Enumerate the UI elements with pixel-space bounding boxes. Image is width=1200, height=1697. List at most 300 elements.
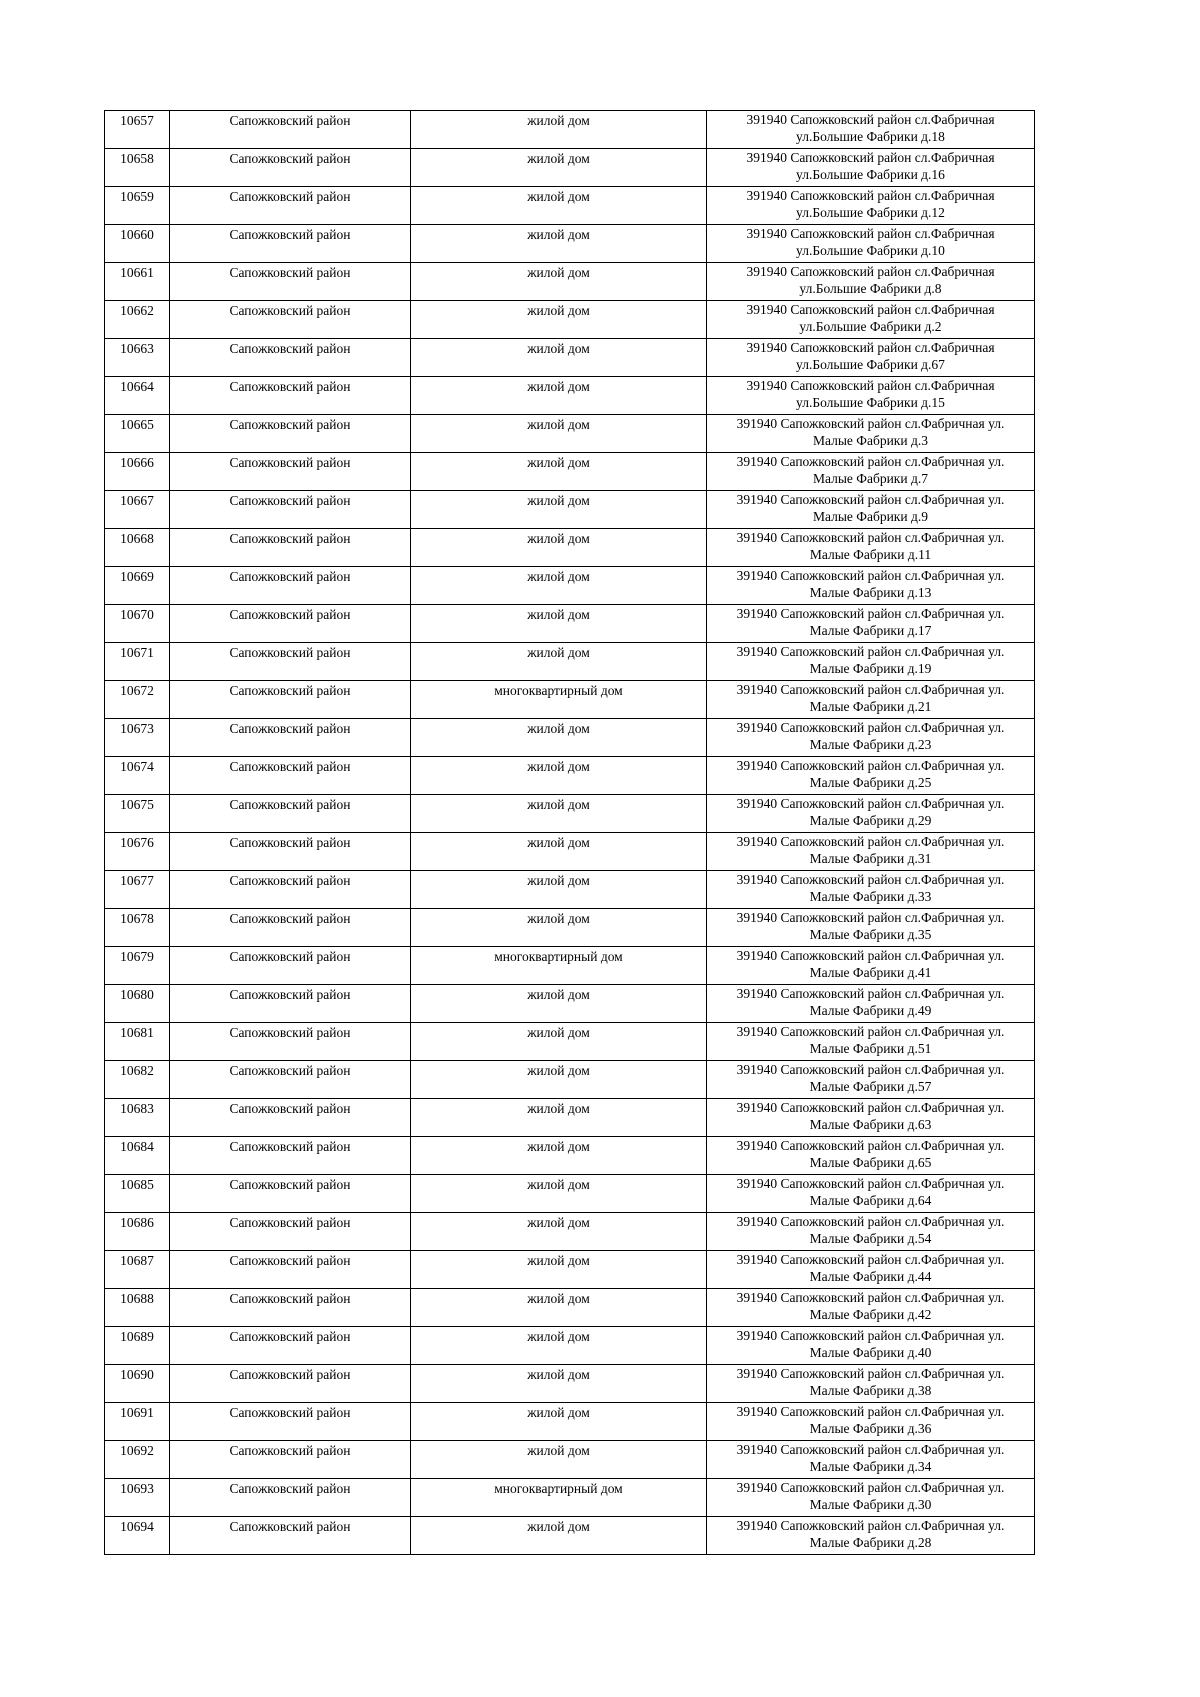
address-line-2: Малые Фабрики д.64 bbox=[809, 1193, 932, 1208]
table-row bbox=[105, 567, 1035, 605]
table-row bbox=[105, 263, 1035, 301]
record-id-cell-text: 10681 bbox=[120, 1025, 154, 1040]
table-row bbox=[105, 149, 1035, 187]
building-type-cell bbox=[411, 1327, 707, 1365]
district-cell-text: Сапожковский район bbox=[229, 797, 351, 812]
table-row bbox=[105, 1327, 1035, 1365]
address-cell bbox=[707, 1479, 1035, 1517]
address-cell bbox=[707, 1517, 1035, 1555]
address-line-1: 391940 Сапожковский район сл.Фабричная bbox=[746, 150, 995, 165]
address-cell bbox=[707, 1365, 1035, 1403]
address-cell bbox=[707, 111, 1035, 149]
record-id-cell-text: 10686 bbox=[120, 1215, 154, 1230]
table-row bbox=[105, 947, 1035, 985]
building-type-cell bbox=[411, 909, 707, 947]
district-cell bbox=[170, 529, 411, 567]
address-line-1: 391940 Сапожковский район сл.Фабричная ул. bbox=[736, 910, 1005, 925]
building-type-cell bbox=[411, 301, 707, 339]
record-id-cell-text: 10670 bbox=[120, 607, 154, 622]
address-line-1: 391940 Сапожковский район сл.Фабричная ул. bbox=[736, 530, 1005, 545]
record-id-cell bbox=[105, 833, 170, 871]
address-line-2: Малые Фабрики д.13 bbox=[809, 585, 932, 600]
building-type-cell bbox=[411, 643, 707, 681]
building-type-cell bbox=[411, 1517, 707, 1555]
district-cell bbox=[170, 1327, 411, 1365]
address-cell bbox=[707, 871, 1035, 909]
address-cell bbox=[707, 1213, 1035, 1251]
record-id-cell-text: 10658 bbox=[120, 151, 154, 166]
record-id-cell bbox=[105, 719, 170, 757]
record-id-cell bbox=[105, 1365, 170, 1403]
district-cell-text: Сапожковский район bbox=[229, 607, 351, 622]
record-id-cell bbox=[105, 453, 170, 491]
record-id-cell-text: 10694 bbox=[120, 1519, 154, 1534]
address-line-1: 391940 Сапожковский район сл.Фабричная ул. bbox=[736, 1138, 1005, 1153]
record-id-cell bbox=[105, 871, 170, 909]
record-id-cell bbox=[105, 491, 170, 529]
building-type-cell-text: жилой дом bbox=[527, 379, 590, 394]
address-cell bbox=[707, 1175, 1035, 1213]
address-line-1: 391940 Сапожковский район сл.Фабричная ул. bbox=[736, 606, 1005, 621]
address-cell bbox=[707, 529, 1035, 567]
district-cell bbox=[170, 1441, 411, 1479]
table-row bbox=[105, 1099, 1035, 1137]
address-line-2: Малые Фабрики д.34 bbox=[809, 1459, 932, 1474]
address-line-1: 391940 Сапожковский район сл.Фабричная ул. bbox=[736, 948, 1005, 963]
address-line-1: 391940 Сапожковский район сл.Фабричная bbox=[746, 264, 995, 279]
district-cell bbox=[170, 985, 411, 1023]
district-cell-text: Сапожковский район bbox=[229, 721, 351, 736]
district-cell-text: Сапожковский район bbox=[229, 1253, 351, 1268]
address-line-2: Малые Фабрики д.33 bbox=[809, 889, 932, 904]
address-cell bbox=[707, 719, 1035, 757]
district-cell-text: Сапожковский район bbox=[229, 1291, 351, 1306]
address-line-1: 391940 Сапожковский район сл.Фабричная bbox=[746, 112, 995, 127]
district-cell-text: Сапожковский район bbox=[229, 1101, 351, 1116]
district-cell-text: Сапожковский район bbox=[229, 1139, 351, 1154]
building-type-cell-text: жилой дом bbox=[527, 759, 590, 774]
building-type-cell-text: жилой дом bbox=[527, 1215, 590, 1230]
record-id-cell bbox=[105, 415, 170, 453]
district-cell-text: Сапожковский район bbox=[229, 1215, 351, 1230]
address-cell bbox=[707, 377, 1035, 415]
building-type-cell-text: жилой дом bbox=[527, 113, 590, 128]
table-row bbox=[105, 1289, 1035, 1327]
address-line-1: 391940 Сапожковский район сл.Фабричная bbox=[746, 226, 995, 241]
address-line-2: ул.Большие Фабрики д.67 bbox=[796, 357, 945, 372]
record-id-cell-text: 10692 bbox=[120, 1443, 154, 1458]
district-cell bbox=[170, 111, 411, 149]
district-cell-text: Сапожковский район bbox=[229, 455, 351, 470]
record-id-cell bbox=[105, 1023, 170, 1061]
building-type-cell-text: жилой дом bbox=[527, 1253, 590, 1268]
building-type-cell bbox=[411, 1403, 707, 1441]
building-type-cell-text: жилой дом bbox=[527, 341, 590, 356]
table-row bbox=[105, 795, 1035, 833]
record-id-cell-text: 10691 bbox=[120, 1405, 154, 1420]
building-type-cell-text: жилой дом bbox=[527, 1405, 590, 1420]
address-line-2: Малые Фабрики д.28 bbox=[809, 1535, 932, 1550]
address-line-1: 391940 Сапожковский район сл.Фабричная ул. bbox=[736, 1442, 1005, 1457]
address-cell bbox=[707, 187, 1035, 225]
building-type-cell bbox=[411, 757, 707, 795]
building-type-cell bbox=[411, 1365, 707, 1403]
address-cell bbox=[707, 567, 1035, 605]
table-body bbox=[105, 111, 1035, 1555]
address-line-1: 391940 Сапожковский район сл.Фабричная ул. bbox=[736, 1366, 1005, 1381]
district-cell-text: Сапожковский район bbox=[229, 949, 351, 964]
district-cell-text: Сапожковский район bbox=[229, 1063, 351, 1078]
building-type-cell bbox=[411, 1175, 707, 1213]
address-cell bbox=[707, 263, 1035, 301]
record-id-cell-text: 10665 bbox=[120, 417, 154, 432]
address-line-2: Малые Фабрики д.63 bbox=[809, 1117, 932, 1132]
district-cell-text: Сапожковский район bbox=[229, 341, 351, 356]
address-line-2: ул.Большие Фабрики д.18 bbox=[796, 129, 945, 144]
address-cell bbox=[707, 757, 1035, 795]
record-id-cell-text: 10684 bbox=[120, 1139, 154, 1154]
district-cell bbox=[170, 567, 411, 605]
district-cell bbox=[170, 1137, 411, 1175]
record-id-cell bbox=[105, 605, 170, 643]
building-type-cell bbox=[411, 605, 707, 643]
building-type-cell-text: жилой дом bbox=[527, 1519, 590, 1534]
record-id-cell-text: 10672 bbox=[120, 683, 154, 698]
record-id-cell bbox=[105, 339, 170, 377]
building-type-cell bbox=[411, 377, 707, 415]
table-row bbox=[105, 909, 1035, 947]
address-cell bbox=[707, 1289, 1035, 1327]
address-line-1: 391940 Сапожковский район сл.Фабричная bbox=[746, 378, 995, 393]
record-id-cell-text: 10667 bbox=[120, 493, 154, 508]
building-type-cell bbox=[411, 871, 707, 909]
building-type-cell bbox=[411, 947, 707, 985]
district-cell bbox=[170, 795, 411, 833]
district-cell bbox=[170, 377, 411, 415]
building-type-cell-text: жилой дом bbox=[527, 645, 590, 660]
record-id-cell bbox=[105, 1517, 170, 1555]
table-row bbox=[105, 111, 1035, 149]
district-cell-text: Сапожковский район bbox=[229, 1177, 351, 1192]
address-line-1: 391940 Сапожковский район сл.Фабричная ул. bbox=[736, 1024, 1005, 1039]
building-type-cell bbox=[411, 1099, 707, 1137]
building-type-cell-text: жилой дом bbox=[527, 873, 590, 888]
district-cell-text: Сапожковский район bbox=[229, 151, 351, 166]
district-cell-text: Сапожковский район bbox=[229, 1025, 351, 1040]
record-id-cell bbox=[105, 1289, 170, 1327]
district-cell bbox=[170, 339, 411, 377]
building-type-cell-text: жилой дом bbox=[527, 303, 590, 318]
address-cell bbox=[707, 985, 1035, 1023]
district-cell-text: Сапожковский район bbox=[229, 987, 351, 1002]
district-cell-text: Сапожковский район bbox=[229, 645, 351, 660]
record-id-cell bbox=[105, 567, 170, 605]
table-row bbox=[105, 1023, 1035, 1061]
district-cell-text: Сапожковский район bbox=[229, 873, 351, 888]
record-id-cell bbox=[105, 301, 170, 339]
address-line-1: 391940 Сапожковский район сл.Фабричная bbox=[746, 302, 995, 317]
district-cell bbox=[170, 947, 411, 985]
record-id-cell bbox=[105, 111, 170, 149]
record-id-cell-text: 10669 bbox=[120, 569, 154, 584]
building-type-cell-text: многоквартирный дом bbox=[494, 949, 623, 964]
table-row bbox=[105, 1479, 1035, 1517]
address-cell bbox=[707, 947, 1035, 985]
record-id-cell bbox=[105, 1327, 170, 1365]
record-id-cell bbox=[105, 909, 170, 947]
address-line-2: Малые Фабрики д.25 bbox=[809, 775, 932, 790]
district-cell bbox=[170, 1213, 411, 1251]
record-id-cell-text: 10690 bbox=[120, 1367, 154, 1382]
address-line-2: Малые Фабрики д.36 bbox=[809, 1421, 932, 1436]
record-id-cell bbox=[105, 1403, 170, 1441]
address-line-2: Малые Фабрики д.31 bbox=[809, 851, 932, 866]
address-line-1: 391940 Сапожковский район сл.Фабричная ул. bbox=[736, 1062, 1005, 1077]
building-type-cell bbox=[411, 719, 707, 757]
building-type-cell-text: жилой дом bbox=[527, 797, 590, 812]
record-id-cell-text: 10660 bbox=[120, 227, 154, 242]
building-type-cell-text: жилой дом bbox=[527, 987, 590, 1002]
building-type-cell bbox=[411, 225, 707, 263]
address-line-1: 391940 Сапожковский район сл.Фабричная ул. bbox=[736, 1290, 1005, 1305]
district-cell bbox=[170, 1099, 411, 1137]
district-cell-text: Сапожковский район bbox=[229, 227, 351, 242]
building-type-cell-text: многоквартирный дом bbox=[494, 1481, 623, 1496]
address-cell bbox=[707, 1441, 1035, 1479]
record-id-cell bbox=[105, 681, 170, 719]
record-id-cell bbox=[105, 1061, 170, 1099]
district-cell-text: Сапожковский район bbox=[229, 531, 351, 546]
building-type-cell bbox=[411, 263, 707, 301]
address-line-1: 391940 Сапожковский район сл.Фабричная ул. bbox=[736, 1518, 1005, 1533]
district-cell bbox=[170, 453, 411, 491]
table-row bbox=[105, 719, 1035, 757]
record-id-cell bbox=[105, 947, 170, 985]
building-type-cell-text: жилой дом bbox=[527, 227, 590, 242]
address-cell bbox=[707, 1327, 1035, 1365]
table-row bbox=[105, 301, 1035, 339]
address-line-2: ул.Большие Фабрики д.12 bbox=[796, 205, 945, 220]
address-line-2: ул.Большие Фабрики д.15 bbox=[796, 395, 945, 410]
record-id-cell-text: 10673 bbox=[120, 721, 154, 736]
record-id-cell-text: 10671 bbox=[120, 645, 154, 660]
building-type-cell bbox=[411, 1061, 707, 1099]
address-cell bbox=[707, 1403, 1035, 1441]
address-line-1: 391940 Сапожковский район сл.Фабричная ул. bbox=[736, 1176, 1005, 1191]
address-line-1: 391940 Сапожковский район сл.Фабричная ул. bbox=[736, 1214, 1005, 1229]
address-line-2: Малые Фабрики д.42 bbox=[809, 1307, 932, 1322]
address-line-2: Малые Фабрики д.23 bbox=[809, 737, 932, 752]
address-line-1: 391940 Сапожковский район сл.Фабричная ул. bbox=[736, 492, 1005, 507]
district-cell bbox=[170, 1061, 411, 1099]
record-id-cell-text: 10687 bbox=[120, 1253, 154, 1268]
table-row bbox=[105, 1251, 1035, 1289]
record-id-cell-text: 10666 bbox=[120, 455, 154, 470]
table-row bbox=[105, 529, 1035, 567]
district-cell-text: Сапожковский район bbox=[229, 569, 351, 584]
building-type-cell bbox=[411, 985, 707, 1023]
district-cell bbox=[170, 1517, 411, 1555]
building-type-cell bbox=[411, 187, 707, 225]
address-cell bbox=[707, 1137, 1035, 1175]
table-row bbox=[105, 1517, 1035, 1555]
district-cell-text: Сапожковский район bbox=[229, 1329, 351, 1344]
address-cell bbox=[707, 1099, 1035, 1137]
record-id-cell bbox=[105, 149, 170, 187]
building-type-cell bbox=[411, 415, 707, 453]
address-line-2: Малые Фабрики д.21 bbox=[809, 699, 932, 714]
address-line-2: Малые Фабрики д.30 bbox=[809, 1497, 932, 1512]
address-line-1: 391940 Сапожковский район сл.Фабричная ул. bbox=[736, 1100, 1005, 1115]
building-type-cell-text: жилой дом bbox=[527, 569, 590, 584]
address-line-1: 391940 Сапожковский район сл.Фабричная bbox=[746, 188, 995, 203]
building-type-cell-text: жилой дом bbox=[527, 1291, 590, 1306]
table-row bbox=[105, 871, 1035, 909]
building-type-cell-text: жилой дом bbox=[527, 417, 590, 432]
district-cell bbox=[170, 1175, 411, 1213]
address-line-1: 391940 Сапожковский район сл.Фабричная ул. bbox=[736, 416, 1005, 431]
district-cell bbox=[170, 871, 411, 909]
table-row bbox=[105, 985, 1035, 1023]
record-id-cell-text: 10659 bbox=[120, 189, 154, 204]
district-cell bbox=[170, 681, 411, 719]
address-cell bbox=[707, 225, 1035, 263]
district-cell bbox=[170, 1403, 411, 1441]
building-type-cell bbox=[411, 1479, 707, 1517]
address-line-1: 391940 Сапожковский район сл.Фабричная ул. bbox=[736, 1480, 1005, 1495]
record-id-cell-text: 10657 bbox=[120, 113, 154, 128]
record-id-cell bbox=[105, 377, 170, 415]
table-row bbox=[105, 833, 1035, 871]
address-line-1: 391940 Сапожковский район сл.Фабричная ул. bbox=[736, 720, 1005, 735]
record-id-cell-text: 10679 bbox=[120, 949, 154, 964]
building-type-cell bbox=[411, 149, 707, 187]
record-id-cell-text: 10661 bbox=[120, 265, 154, 280]
district-cell-text: Сапожковский район bbox=[229, 1405, 351, 1420]
district-cell bbox=[170, 1023, 411, 1061]
building-type-cell bbox=[411, 795, 707, 833]
record-id-cell-text: 10683 bbox=[120, 1101, 154, 1116]
record-id-cell-text: 10664 bbox=[120, 379, 154, 394]
record-id-cell-text: 10668 bbox=[120, 531, 154, 546]
address-line-1: 391940 Сапожковский район сл.Фабричная ул. bbox=[736, 1252, 1005, 1267]
address-line-2: ул.Большие Фабрики д.2 bbox=[799, 319, 942, 334]
address-line-2: Малые Фабрики д.9 bbox=[813, 509, 928, 524]
address-cell bbox=[707, 415, 1035, 453]
district-cell bbox=[170, 1251, 411, 1289]
record-id-cell bbox=[105, 529, 170, 567]
address-cell bbox=[707, 1023, 1035, 1061]
record-id-cell-text: 10682 bbox=[120, 1063, 154, 1078]
building-type-cell-text: жилой дом bbox=[527, 1025, 590, 1040]
table-row bbox=[105, 757, 1035, 795]
table-row bbox=[105, 187, 1035, 225]
record-id-cell-text: 10677 bbox=[120, 873, 154, 888]
address-line-1: 391940 Сапожковский район сл.Фабричная ул. bbox=[736, 796, 1005, 811]
address-cell bbox=[707, 605, 1035, 643]
district-cell-text: Сапожковский район bbox=[229, 1367, 351, 1382]
table-row bbox=[105, 681, 1035, 719]
address-line-2: Малые Фабрики д.57 bbox=[809, 1079, 932, 1094]
address-line-1: 391940 Сапожковский район сл.Фабричная ул. bbox=[736, 1404, 1005, 1419]
address-cell bbox=[707, 909, 1035, 947]
building-type-cell bbox=[411, 1441, 707, 1479]
building-type-cell bbox=[411, 111, 707, 149]
district-cell-text: Сапожковский район bbox=[229, 683, 351, 698]
address-line-2: Малые Фабрики д.19 bbox=[809, 661, 932, 676]
address-line-2: Малые Фабрики д.11 bbox=[809, 547, 932, 562]
building-type-cell bbox=[411, 833, 707, 871]
district-cell-text: Сапожковский район bbox=[229, 1443, 351, 1458]
district-cell bbox=[170, 1365, 411, 1403]
building-type-cell-text: жилой дом bbox=[527, 1367, 590, 1382]
address-line-2: ул.Большие Фабрики д.10 bbox=[796, 243, 945, 258]
building-type-cell-text: жилой дом bbox=[527, 1443, 590, 1458]
building-type-cell-text: жилой дом bbox=[527, 911, 590, 926]
record-id-cell-text: 10689 bbox=[120, 1329, 154, 1344]
district-cell bbox=[170, 909, 411, 947]
address-line-2: Малые Фабрики д.49 bbox=[809, 1003, 932, 1018]
table-row bbox=[105, 1137, 1035, 1175]
address-line-2: Малые Фабрики д.3 bbox=[813, 433, 928, 448]
record-id-cell bbox=[105, 985, 170, 1023]
district-cell-text: Сапожковский район bbox=[229, 417, 351, 432]
address-cell bbox=[707, 491, 1035, 529]
record-id-cell-text: 10693 bbox=[120, 1481, 154, 1496]
district-cell-text: Сапожковский район bbox=[229, 911, 351, 926]
housing-registry-table bbox=[104, 110, 1035, 1555]
table-row bbox=[105, 1213, 1035, 1251]
building-type-cell-text: жилой дом bbox=[527, 1139, 590, 1154]
table-row bbox=[105, 377, 1035, 415]
record-id-cell bbox=[105, 1479, 170, 1517]
district-cell-text: Сапожковский район bbox=[229, 1481, 351, 1496]
district-cell-text: Сапожковский район bbox=[229, 379, 351, 394]
building-type-cell-text: жилой дом bbox=[527, 265, 590, 280]
address-cell bbox=[707, 1251, 1035, 1289]
address-cell bbox=[707, 339, 1035, 377]
building-type-cell-text: жилой дом bbox=[527, 1329, 590, 1344]
district-cell bbox=[170, 301, 411, 339]
address-line-2: Малые Фабрики д.17 bbox=[809, 623, 932, 638]
record-id-cell bbox=[105, 1099, 170, 1137]
building-type-cell bbox=[411, 1023, 707, 1061]
record-id-cell-text: 10675 bbox=[120, 797, 154, 812]
address-line-2: Малые Фабрики д.35 bbox=[809, 927, 932, 942]
building-type-cell bbox=[411, 339, 707, 377]
address-line-2: ул.Большие Фабрики д.8 bbox=[799, 281, 942, 296]
record-id-cell bbox=[105, 1175, 170, 1213]
address-line-1: 391940 Сапожковский район сл.Фабричная ул. bbox=[736, 872, 1005, 887]
table-row bbox=[105, 339, 1035, 377]
building-type-cell bbox=[411, 529, 707, 567]
record-id-cell bbox=[105, 643, 170, 681]
record-id-cell-text: 10663 bbox=[120, 341, 154, 356]
building-type-cell-text: многоквартирный дом bbox=[494, 683, 623, 698]
building-type-cell-text: жилой дом bbox=[527, 531, 590, 546]
district-cell-text: Сапожковский район bbox=[229, 303, 351, 318]
record-id-cell-text: 10688 bbox=[120, 1291, 154, 1306]
address-line-1: 391940 Сапожковский район сл.Фабричная ул. bbox=[736, 758, 1005, 773]
building-type-cell-text: жилой дом bbox=[527, 607, 590, 622]
building-type-cell-text: жилой дом bbox=[527, 1101, 590, 1116]
address-cell bbox=[707, 681, 1035, 719]
building-type-cell bbox=[411, 491, 707, 529]
district-cell bbox=[170, 225, 411, 263]
address-line-1: 391940 Сапожковский район сл.Фабричная ул. bbox=[736, 644, 1005, 659]
table-row bbox=[105, 1175, 1035, 1213]
table-row bbox=[105, 1061, 1035, 1099]
